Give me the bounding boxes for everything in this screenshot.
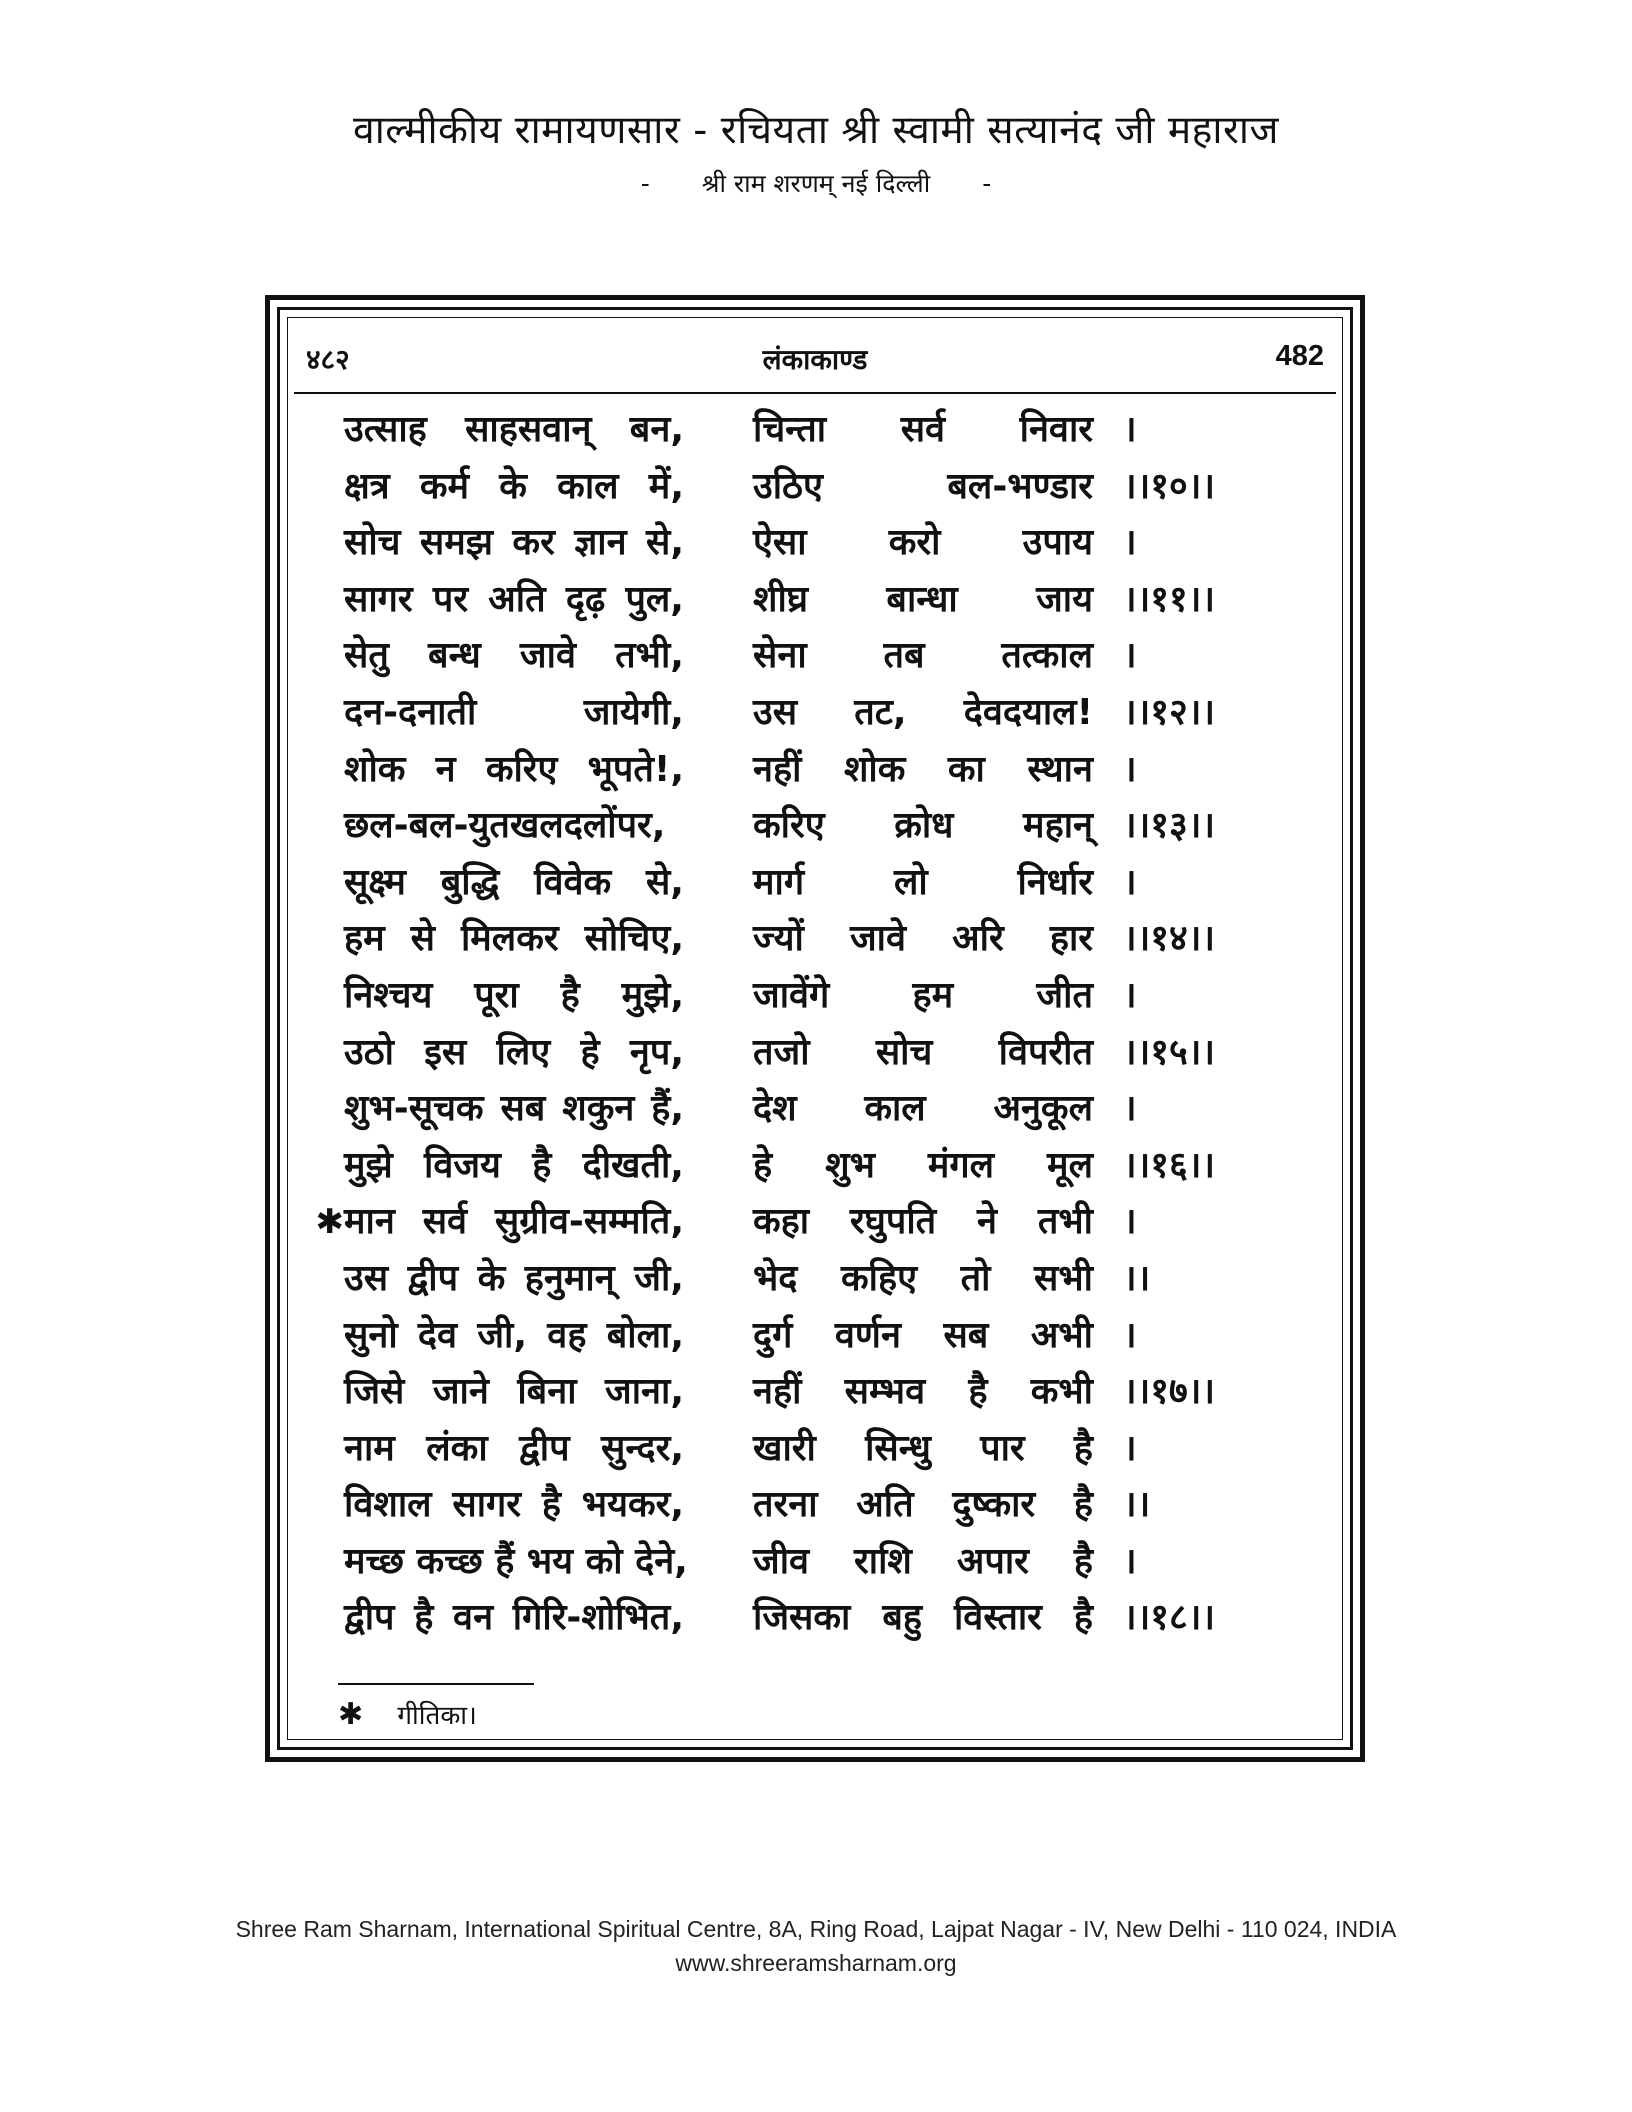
verse-line <box>288 911 1342 968</box>
verse-end: । <box>1123 861 1137 903</box>
asterisk-icon: ✱ <box>338 1697 364 1732</box>
verse-line <box>288 1081 1342 1138</box>
verse-end: । <box>1123 1314 1137 1356</box>
verse-end: । <box>1123 1088 1137 1130</box>
verse-second-half: उस तट, देवदयाल! <box>753 691 1093 733</box>
verse-first-half: सोच समझ कर ज्ञान से, <box>344 522 684 564</box>
verse-second-half: दुर्ग वर्णन सब अभी <box>753 1314 1093 1356</box>
running-head-section: लंकाकाण्ड <box>762 343 868 376</box>
verse-first-half: जिसे जाने बिना जाना, <box>344 1371 684 1413</box>
verse-second-half: कहा रघुपति ने तभी <box>753 1201 1093 1243</box>
verse-second-half: सेना तब तत्काल <box>753 635 1093 677</box>
verse-mark: ✱ <box>315 1202 344 1243</box>
verse-line <box>288 402 1342 459</box>
footnote-rule <box>338 1683 534 1685</box>
verse-end: ।।१६।। <box>1123 1144 1216 1186</box>
verse-end: ।।१०।। <box>1123 465 1216 507</box>
subtitle-text: श्री राम शरणम् नई दिल्ली <box>701 169 931 198</box>
verse-first-half: शुभ-सूचक सब शकुन हैं, <box>344 1088 684 1130</box>
verse-line <box>288 855 1342 912</box>
verse-end: । <box>1123 1201 1137 1243</box>
verse-line <box>288 628 1342 685</box>
verse-second-half: मार्ग लो निर्धार <box>753 861 1093 903</box>
verse-second-half: जावेंगे हम जीत <box>753 974 1093 1016</box>
verse-first-half: विशाल सागर है भयकर, <box>344 1484 684 1526</box>
verse-end: ।। <box>1123 1484 1151 1526</box>
verse-end: । <box>1123 635 1137 677</box>
footnote <box>338 1696 477 1732</box>
footnote-text: गीतिका। <box>397 1701 477 1731</box>
verse-first-half: उत्साह साहसवान् बन, <box>344 409 684 450</box>
verse-end: । <box>1123 974 1137 1016</box>
verse-second-half: भेद कहिए तो सभी <box>753 1257 1093 1299</box>
verse-first-half: मुझे विजय है दीखती, <box>344 1144 684 1186</box>
verse-list <box>288 402 1342 1647</box>
verse-line <box>288 1138 1342 1195</box>
verse-end: ।।१८।। <box>1123 1597 1216 1639</box>
verse-first-half: सागर पर अति दृढ़ पुल, <box>344 578 684 620</box>
verse-line <box>288 1025 1342 1082</box>
verse-first-half: सूक्ष्म बुद्धि विवेक से, <box>344 861 684 903</box>
verse-first-half: निश्चय पूरा है मुझे, <box>344 974 684 1016</box>
verse-first-half: नाम लंका द्वीप सुन्दर, <box>344 1427 684 1469</box>
verse-first-half: सुनो देव जी, वह बोला, <box>344 1314 684 1356</box>
verse-second-half: ज्यों जावे अरि हार <box>753 918 1093 960</box>
verse-end: । <box>1123 522 1137 564</box>
page-content <box>287 317 1343 1740</box>
verse-end: ।।१२।। <box>1123 691 1216 733</box>
verse-second-half: खारी सिन्धु पार है <box>753 1427 1093 1469</box>
verse-second-half: देश काल अनुकूल <box>753 1088 1093 1130</box>
document-title: वाल्मीकीय रामायणसार - रचियता श्री स्वामी सत्यानंद जी महाराज <box>353 108 1279 153</box>
subtitle-dash-right: - <box>982 169 992 198</box>
verse-first-half: सेतु बन्ध जावे तभी, <box>344 635 684 677</box>
running-head-page-devanagari: ४८२ <box>306 343 350 376</box>
verse-first-half: मच्छ कच्छ हैं भय को देने, <box>344 1540 688 1582</box>
verse-line <box>288 798 1342 855</box>
verse-first-half: दन-दनाती जायेगी, <box>344 691 684 733</box>
verse-first-half: उस द्वीप के हनुमान् जी, <box>344 1257 684 1299</box>
verse-first-half: द्वीप है वन गिरि-शोभित, <box>344 1597 684 1639</box>
verse-line <box>288 1364 1342 1421</box>
verse-line <box>288 1308 1342 1365</box>
verse-line <box>288 1251 1342 1308</box>
verse-second-half: ऐसा करो उपाय <box>753 522 1093 564</box>
verse-end: ।।१७।। <box>1123 1371 1216 1413</box>
verse-end: । <box>1123 748 1137 790</box>
verse-end: ।।१५।। <box>1123 1031 1216 1073</box>
footer-website: www.shreeramsharnam.org <box>675 1950 957 1976</box>
verse-line <box>288 742 1342 799</box>
running-head-rule <box>294 392 1336 394</box>
verse-first-half: छल-बल-युतखलदलोंपर, <box>344 805 666 847</box>
verse-second-half: तरना अति दुष्कार है <box>753 1484 1093 1526</box>
verse-end: ।। <box>1123 1257 1151 1299</box>
verse-first-half: मान सर्व सुग्रीव-सम्मति, <box>344 1201 684 1243</box>
verse-end: ।।११।। <box>1123 578 1216 620</box>
verse-end: । <box>1123 1427 1137 1469</box>
page-frame <box>265 295 1365 1762</box>
verse-second-half: नहीं सम्भव है कभी <box>753 1371 1093 1413</box>
verse-end: । <box>1123 1540 1137 1582</box>
verse-line <box>288 459 1342 516</box>
running-head-page-number: 482 <box>1275 340 1324 372</box>
verse-first-half: क्षत्र कर्म के काल में, <box>344 465 684 507</box>
verse-line <box>288 1194 1342 1251</box>
verse-first-half: उठो इस लिए हे नृप, <box>344 1031 684 1073</box>
verse-line <box>288 1421 1342 1478</box>
verse-second-half: उठिए बल-भण्डार <box>753 465 1093 507</box>
subtitle-dash-left: - <box>640 169 650 198</box>
verse-line <box>288 515 1342 572</box>
verse-end: ।।१३।। <box>1123 805 1216 847</box>
footer-address: Shree Ram Sharnam, International Spiritual Centre, 8A, Ring Road, Lajpat Nagar - IV, New Delhi - 110 024, INDIA <box>235 1916 1397 1942</box>
verse-second-half: जिसका बहु विस्तार है <box>753 1597 1093 1639</box>
verse-second-half: तजो सोच विपरीत <box>753 1031 1093 1073</box>
verse-first-half: शोक न करिए भूपते!, <box>344 748 684 790</box>
verse-line <box>288 968 1342 1025</box>
verse-end: ।।१४।। <box>1123 918 1216 960</box>
verse-end: । <box>1123 409 1137 450</box>
verse-line <box>288 1590 1342 1647</box>
verse-second-half: चिन्ता सर्व निवार <box>753 409 1093 450</box>
verse-line <box>288 685 1342 742</box>
verse-second-half: नहीं शोक का स्थान <box>753 748 1093 790</box>
verse-line <box>288 572 1342 629</box>
verse-second-half: हे शुभ मंगल मूल <box>753 1144 1093 1186</box>
verse-second-half: करिए क्रोध महान् <box>753 805 1093 847</box>
verse-line <box>288 1534 1342 1591</box>
verse-second-half: शीघ्र बान्धा जाय <box>753 578 1093 620</box>
verse-first-half: हम से मिलकर सोचिए, <box>344 918 684 960</box>
page-frame-inner <box>277 307 1353 1750</box>
verse-second-half: जीव राशि अपार है <box>753 1540 1093 1582</box>
verse-line <box>288 1477 1342 1534</box>
document-subtitle <box>0 166 1632 200</box>
